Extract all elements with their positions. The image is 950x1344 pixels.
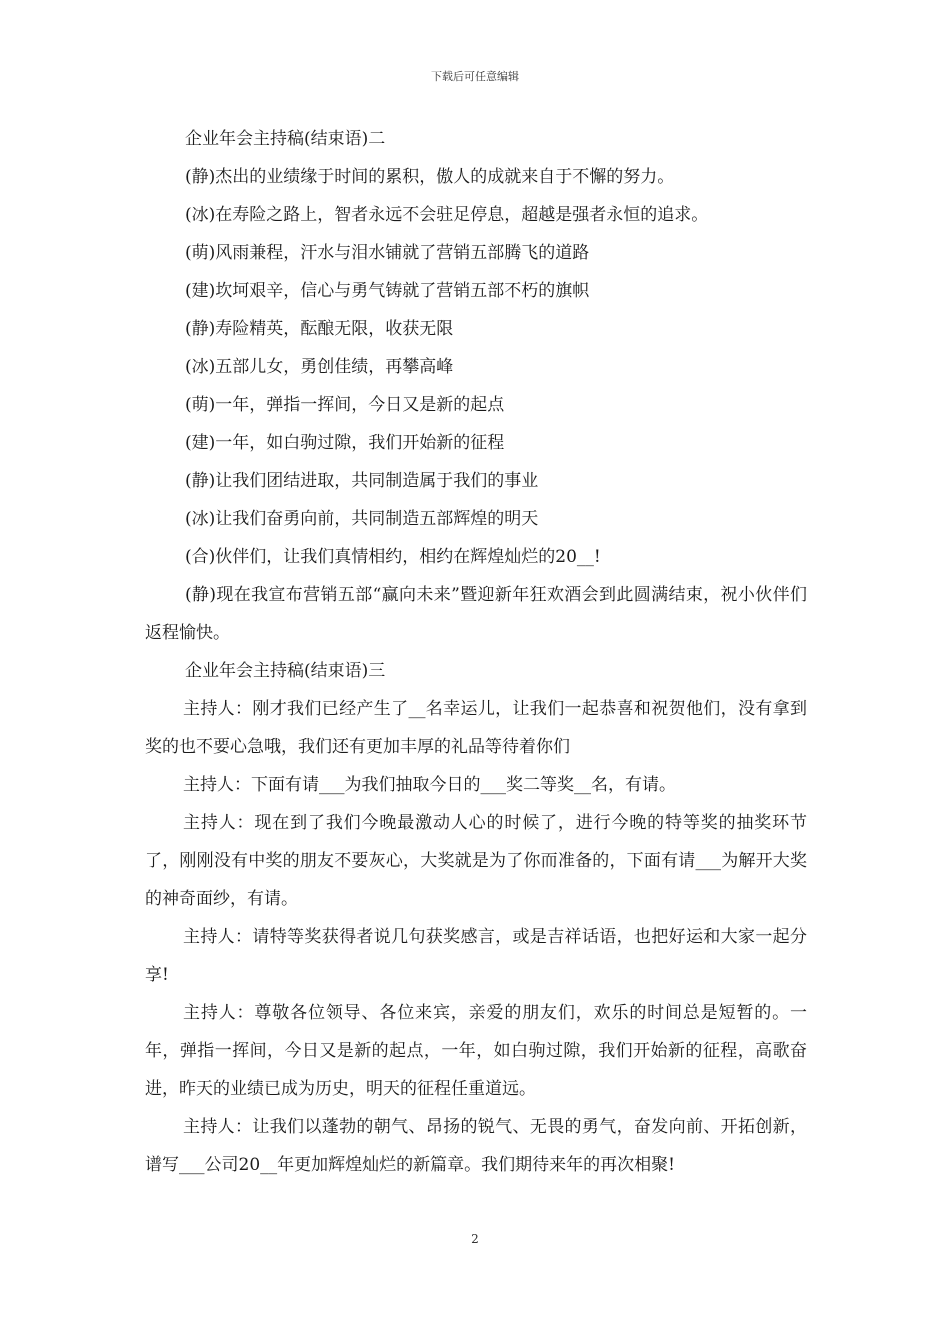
page-number: 2 [471,1232,479,1246]
host-line: 主持人：下面有请___为我们抽取今日的___奖二等奖__名，有请。 [183,775,676,795]
dialogue-line: (建)坎坷艰辛，信心与勇气铸就了营销五部不朽的旗帜 [185,281,590,301]
dialogue-line: (静)现在我宣布营销五部“赢向未来”暨迎新年狂欢酒会到此圆满结束，祝小伙伴们返程愉快。 [145,585,807,643]
dialogue-line: (建)一年，如白驹过隙，我们开始新的征程 [185,433,505,453]
host-line: 主持人：让我们以蓬勃的朝气、昂扬的锐气、无畏的勇气，奋发向前、开拓创新，谱写___公司20__年更加辉煌灿烂的新篇章。我们期待来年的再次相聚! [145,1117,807,1175]
page-header-note: 下载后可任意编辑 [431,70,519,83]
dialogue-line: (冰)让我们奋勇向前，共同制造五部辉煌的明天 [185,509,539,529]
dialogue-line: (合)伙伴们，让我们真情相约，相约在辉煌灿烂的20__! [185,547,601,567]
dialogue-line: (冰)五部儿女，勇创佳绩，再攀高峰 [185,357,454,377]
section-title: 企业年会主持稿(结束语)三 [185,661,386,681]
host-line: 主持人：现在到了我们今晚最激动人心的时候了，进行今晚的特等奖的抽奖环节了，刚刚没有中奖的朋友不要灰心，大奖就是为了你而准备的，下面有请___为解开大奖的神奇面纱，有请。 [145,813,807,909]
dialogue-line: (静)让我们团结进取，共同制造属于我们的事业 [185,471,539,491]
host-line: 主持人：请特等奖获得者说几句获奖感言，或是吉祥话语，也把好运和大家一起分享! [145,927,807,985]
dialogue-line: (萌)一年，弹指一挥间，今日又是新的起点 [185,395,505,415]
dialogue-line: (萌)风雨兼程，汗水与泪水铺就了营销五部腾飞的道路 [185,243,590,263]
dialogue-line: (静)杰出的业绩缘于时间的累积，傲人的成就来自于不懈的努力。 [185,167,675,187]
host-line: 主持人：刚才我们已经产生了__名幸运儿，让我们一起恭喜和祝贺他们，没有拿到奖的也不要心急哦，我们还有更加丰厚的礼品等待着你们 [145,699,807,757]
document-body [145,120,807,1184]
section-title: 企业年会主持稿(结束语)二 [185,129,386,149]
dialogue-line: (冰)在寿险之路上，智者永远不会驻足停息，超越是强者永恒的追求。 [185,205,709,225]
host-line: 主持人：尊敬各位领导、各位来宾，亲爱的朋友们，欢乐的时间总是短暂的。一年，弹指一挥间，今日又是新的起点，一年，如白驹过隙，我们开始新的征程，高歌奋进，昨天的业绩已成为历史，明天的征程任重道远。 [145,1003,807,1099]
dialogue-line: (静)寿险精英，酝酿无限，收获无限 [185,319,454,339]
